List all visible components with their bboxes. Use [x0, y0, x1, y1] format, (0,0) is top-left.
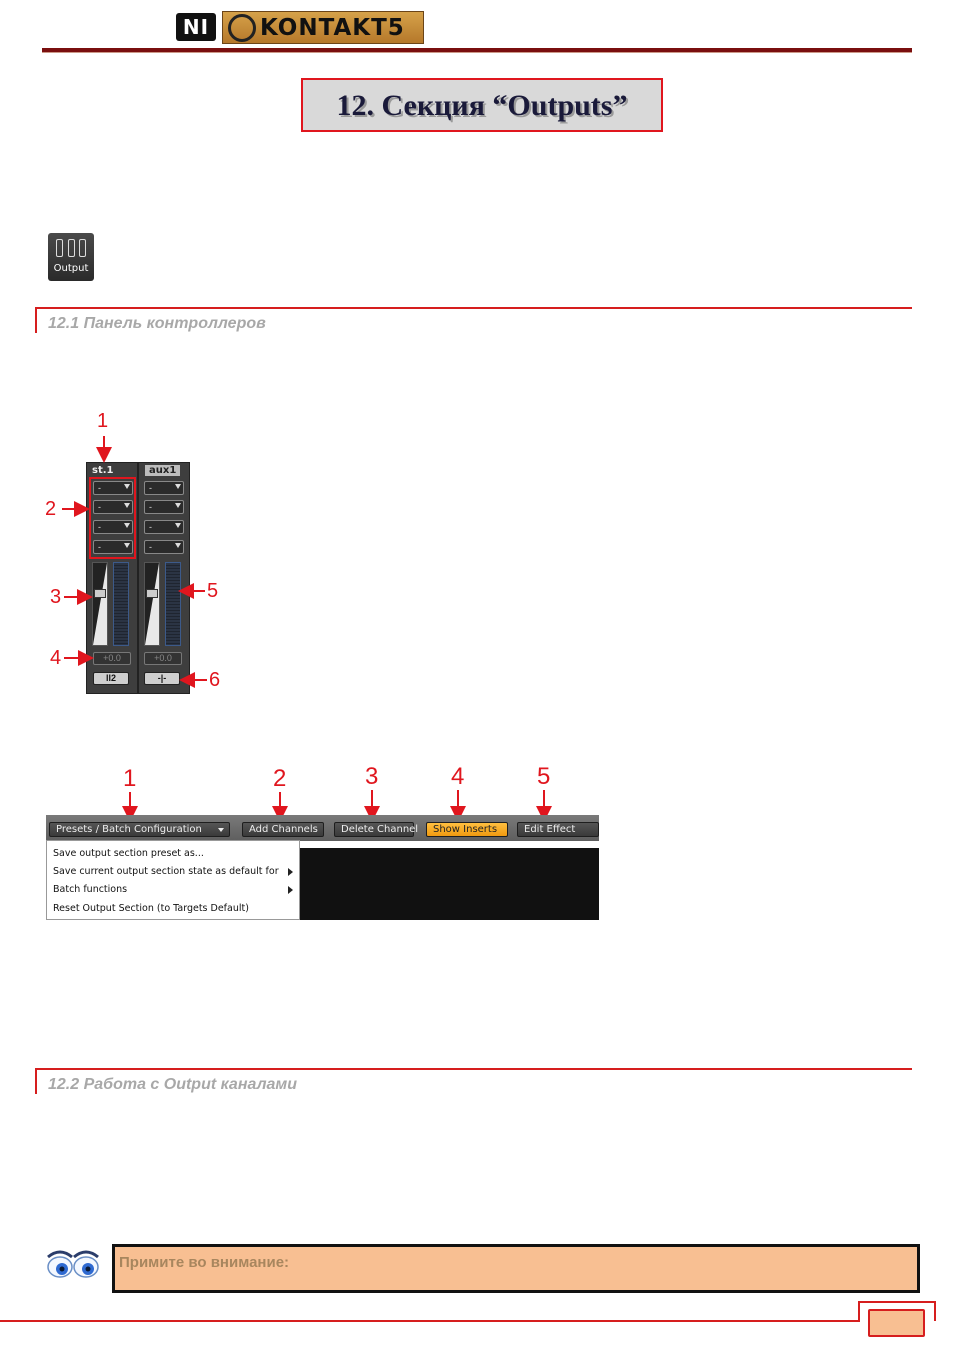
callout-number: 6: [209, 669, 221, 691]
add-channels-button[interactable]: Add Channels: [242, 822, 324, 837]
show-inserts-button[interactable]: Show Inserts: [426, 822, 508, 837]
channel-config-button[interactable]: ll2: [93, 672, 129, 685]
menu-item[interactable]: Save current output section state as default for: [53, 866, 279, 877]
chevron-down-icon: [218, 828, 224, 832]
insert-slot-dropdown[interactable]: -: [93, 520, 133, 534]
section-heading: 12.2 Работа с Output каналами: [48, 1076, 298, 1093]
pan-button[interactable]: -|-: [144, 672, 180, 685]
callout-number: 3: [365, 763, 379, 790]
kontakt-logo-word: KONTAKT5: [260, 14, 405, 41]
presets-batch-dropdown[interactable]: Presets / Batch Configuration: [49, 822, 230, 837]
footer-rule-corner: [934, 1301, 936, 1321]
footer-rule-corner: [858, 1301, 860, 1322]
submenu-arrow-icon: [288, 886, 293, 894]
insert-slot-dropdown[interactable]: -: [93, 540, 133, 554]
presets-menu: [46, 840, 300, 920]
level-readout[interactable]: +0.0: [144, 652, 182, 665]
submenu-arrow-icon: [288, 868, 293, 876]
section-heading: 12.1 Панель контроллеров: [48, 315, 266, 332]
callout-number: 4: [50, 647, 62, 669]
callout-number: 1: [123, 765, 137, 792]
channel-label: st.1: [92, 465, 114, 476]
output-icon-label: Output: [53, 263, 89, 274]
insert-slot-dropdown[interactable]: -: [144, 540, 184, 554]
insert-slot-dropdown[interactable]: -: [93, 500, 133, 514]
insert-slot-dropdown[interactable]: -: [144, 500, 184, 514]
callout-number: 5: [207, 580, 219, 602]
section-rule-tick: [35, 1068, 37, 1094]
insert-slot-dropdown[interactable]: -: [144, 481, 184, 495]
callout-number: 5: [537, 763, 551, 790]
menu-item[interactable]: Batch functions: [53, 884, 128, 895]
level-readout[interactable]: +0.0: [93, 652, 131, 665]
channel-label: aux1: [145, 465, 180, 476]
callout-number: 2: [45, 498, 57, 520]
note-box: [112, 1244, 920, 1293]
callout-number: 1: [97, 410, 109, 432]
edit-effect-button[interactable]: Edit Effect: [517, 822, 599, 837]
menu-item[interactable]: Save output section preset as...: [53, 848, 204, 859]
callout-number: 4: [451, 763, 465, 790]
page-number-box: [868, 1309, 925, 1337]
eyes-icon: [45, 1245, 101, 1281]
callout-number: 2: [273, 765, 287, 792]
footer-rule: [0, 1320, 860, 1322]
insert-slot-dropdown[interactable]: -: [93, 481, 133, 495]
note-label: Примите во внимание:: [119, 1254, 290, 1271]
footer-rule-top: [858, 1301, 936, 1303]
delete-channel-button[interactable]: Delete Channel: [334, 822, 414, 837]
callout-number: 3: [50, 586, 62, 608]
insert-slot-dropdown[interactable]: -: [144, 520, 184, 534]
ni-logo: NI: [176, 13, 216, 41]
chapter-title: 12. Секция “Outputs”: [336, 89, 628, 122]
output-channel-area: [300, 848, 599, 920]
menu-item[interactable]: Reset Output Section (to Targets Default): [53, 903, 249, 914]
section-rule: [35, 1068, 912, 1070]
